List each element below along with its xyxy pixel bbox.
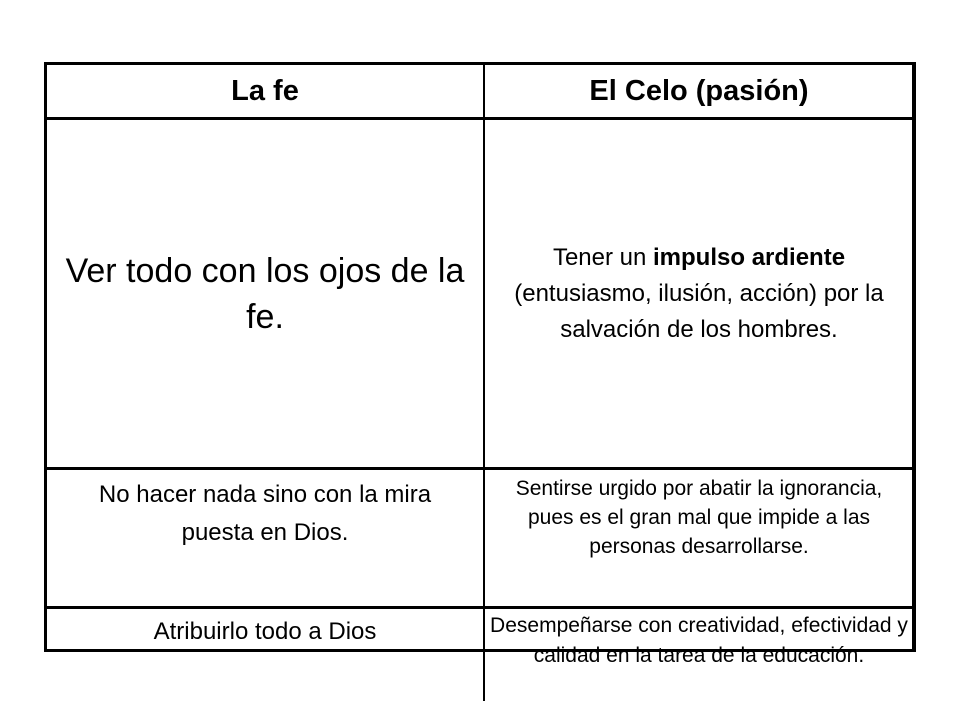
cell-text-bold: impulso ardiente [653, 243, 846, 271]
table-row [47, 609, 912, 667]
cell-text [497, 240, 901, 348]
cell-text-prefix: Tener un [552, 243, 654, 271]
comparison-table [44, 62, 916, 667]
table-row [47, 470, 912, 609]
table-row [47, 120, 912, 470]
table-cell: Ver todo con los ojos de la fe. [47, 120, 485, 467]
header-cell-la-fe: La fe [47, 65, 485, 117]
table-cell [485, 120, 913, 467]
header-cell-el-celo: El Celo (pasión) [589, 74, 809, 107]
table-header-row [47, 65, 912, 120]
table-cell: Desempeñarse con creatividad, efectividad y calidad en la tarea de la educación. [490, 614, 908, 667]
table-cell: Sentirse urgido por abatir la ignorancia, pues es el gran mal que impide a las personas desarrollarse. [515, 477, 883, 558]
table-cell: No hacer nada sino con la mira puesta en Dios. [47, 470, 485, 606]
table-cell: Atribuirlo todo a Dios [47, 609, 485, 701]
cell-text-suffix: (entusiasmo, ilusión, acción) por la salvación de los hombres. [514, 279, 884, 343]
